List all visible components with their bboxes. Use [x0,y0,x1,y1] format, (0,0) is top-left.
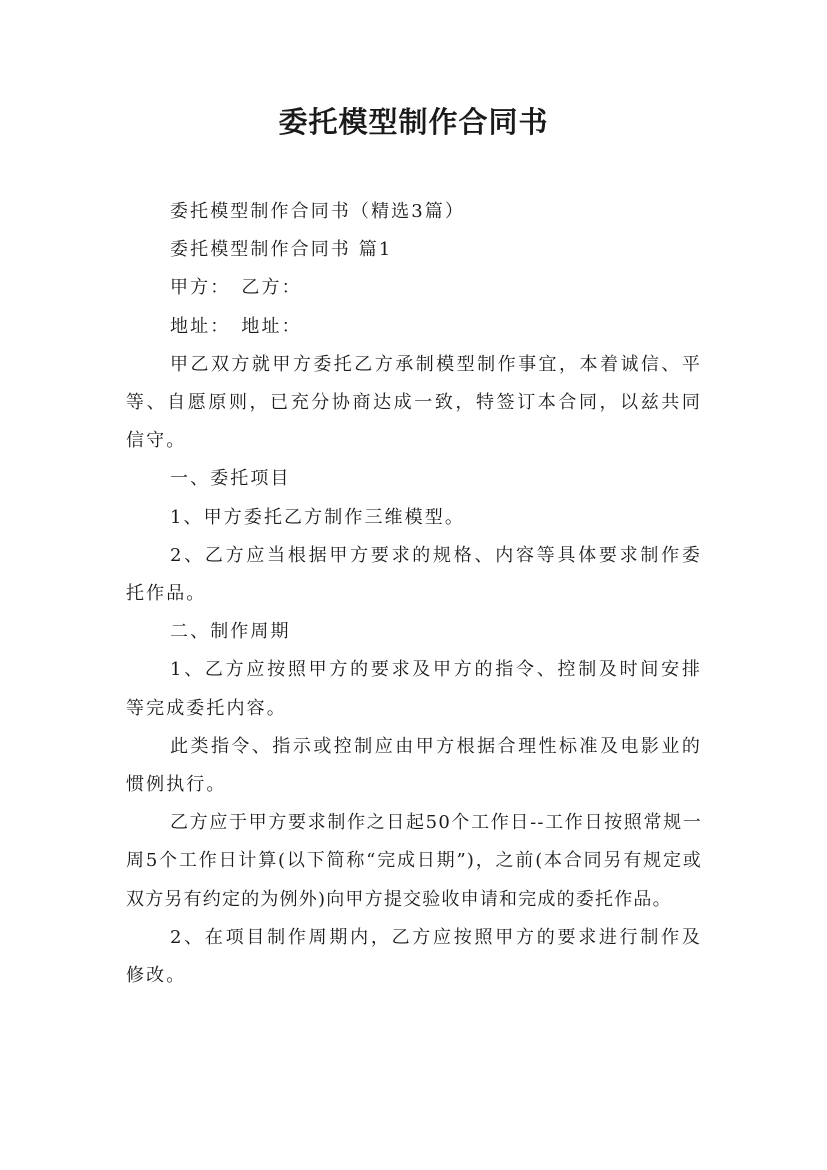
paragraph-clause: 此类指令、指示或控制应由甲方根据合理性标准及电影业的惯例执行。 [126,735,702,796]
paragraph-clause: 1、乙方应按照甲方的要求及甲方的指令、控制及时间安排等完成委托内容。 [126,659,702,719]
paragraph-section-heading: 委托模型制作合同书 篇1 [170,239,393,261]
paragraph-preamble: 甲乙双方就甲方委托乙方承制模型制作事宜，本着诚信、平等、自愿原则，已充分协商达成一致，特签订本合同，以兹共同信守。 [126,353,702,452]
paragraph-party-names: 甲方： 乙方： [170,277,302,299]
paragraph-heading-production-period: 二、制作周期 [170,621,291,643]
paragraph-subtitle: 委托模型制作合同书（精选3篇） [170,201,465,222]
paragraph-clause: 2、乙方应当根据甲方要求的规格、内容等具体要求制作委托作品。 [126,544,702,605]
document-title: 委托模型制作合同书 [278,105,549,139]
paragraph-clause: 1、甲方委托乙方制作三维模型。 [170,506,465,528]
document-body [126,193,702,995]
paragraph-clause: 乙方应于甲方要求制作之日起50个工作日--工作日按照常规一周5个工作日计算(以下简称“完成日期”)，之前(本合同另有规定或双方另有约定的为例外)向甲方提交验收申请和完成的委托作品。 [126,812,702,910]
paragraph-clause: 2、在项目制作周期内，乙方应按照甲方的要求进行制作及修改。 [126,926,702,987]
paragraph-party-addresses: 地址： 地址： [170,315,302,337]
paragraph-heading-entrusted-project: 一、委托项目 [170,468,291,490]
